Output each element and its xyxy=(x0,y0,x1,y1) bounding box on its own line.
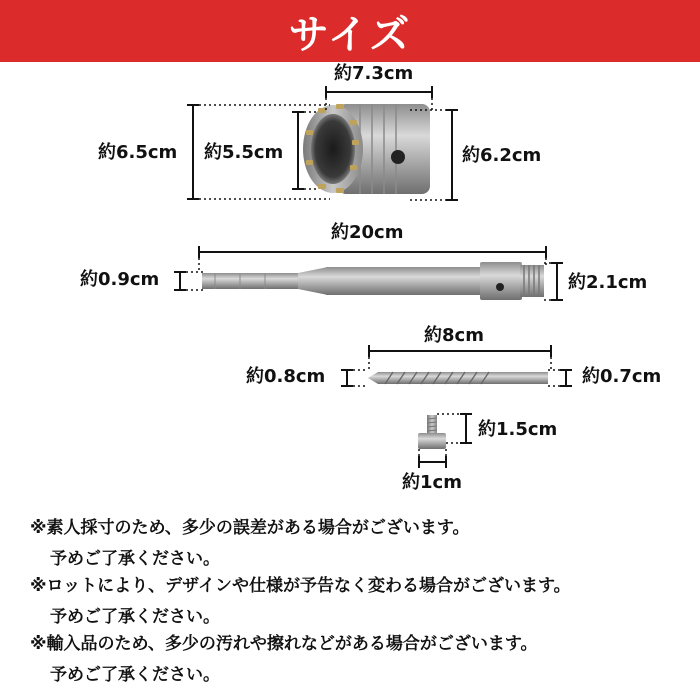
core-bit-overall-height-label: 約6.5cm xyxy=(98,142,178,163)
bolt-image xyxy=(418,415,446,449)
note-3-line2: 予めご了承ください。 xyxy=(50,665,220,685)
pilot-drill-length-label: 約8cm xyxy=(424,325,484,346)
core-bit-inner-height-label: 約5.5cm xyxy=(204,142,284,163)
shank-image xyxy=(202,262,544,300)
bolt-height-label: 約1.5cm xyxy=(478,419,558,440)
shank-end-diameter-label: 約2.1cm xyxy=(568,272,648,293)
header-banner xyxy=(0,0,700,62)
pilot-drill-left-diameter-label: 約0.8cm xyxy=(246,366,326,387)
page-title: サイズ xyxy=(288,11,412,58)
pilot-drill-right-diameter-label: 約0.7cm xyxy=(582,366,662,387)
note-2-line2: 予めご了承ください。 xyxy=(50,607,220,627)
note-2-line1: ※ロットにより、デザインや仕様が予告なく変わる場合がございます。 xyxy=(30,576,571,596)
pilot-drill-image xyxy=(368,372,548,384)
core-bit-width-label: 約7.3cm xyxy=(334,63,414,84)
shank-tip-diameter-label: 約0.9cm xyxy=(80,269,160,290)
core-bit-body-height-label: 約6.2cm xyxy=(462,145,542,166)
note-1-line2: 予めご了承ください。 xyxy=(50,549,220,569)
bolt-width-label: 約1cm xyxy=(402,472,462,493)
core-bit-image xyxy=(303,104,430,194)
shank-length-label: 約20cm xyxy=(331,222,404,243)
note-1-line1: ※素人採寸のため、多少の誤差がある場合がございます。 xyxy=(30,518,470,538)
note-3-line1: ※輸入品のため、多少の汚れや擦れなどがある場合がございます。 xyxy=(30,634,538,654)
